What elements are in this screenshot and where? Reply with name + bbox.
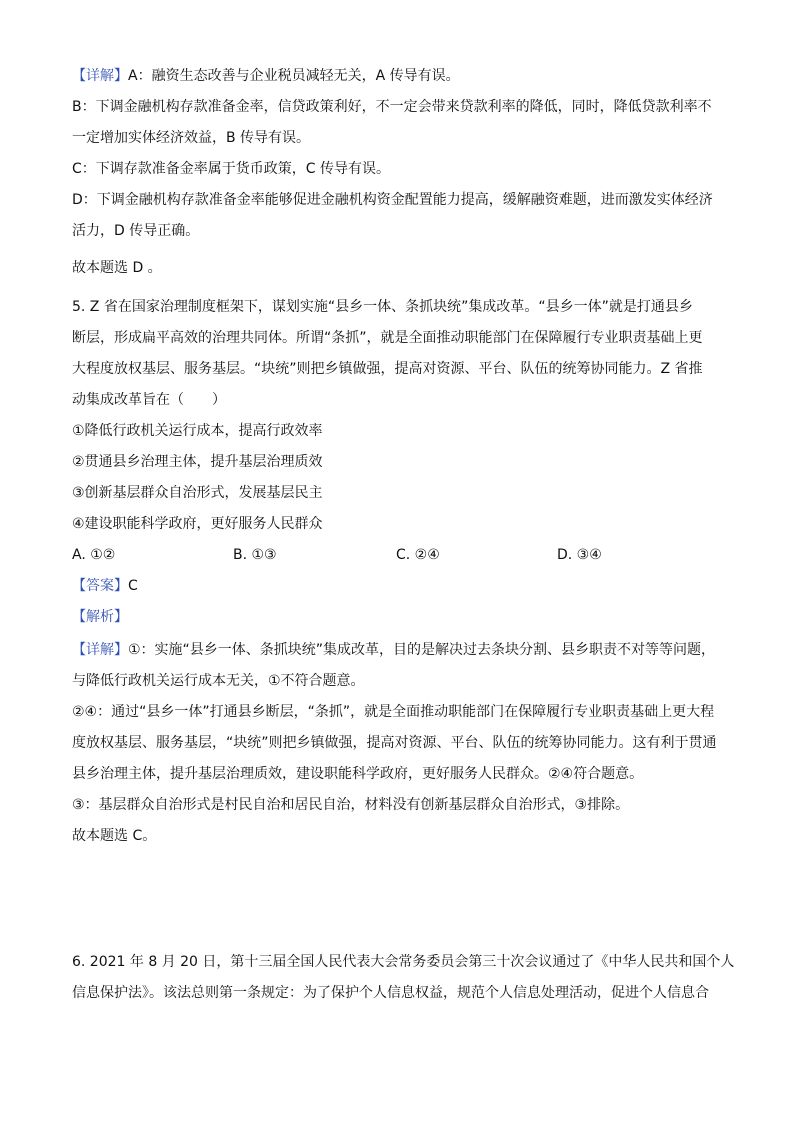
- q6-stem-line2: 信息保护法》。该法总则第一条规定：为了保护个人信息权益，规范个人信息处理活动，促进个人信息合: [72, 985, 709, 1001]
- answer-value: C: [128, 578, 138, 594]
- q5-conclusion: 故本题选 C。: [72, 828, 157, 844]
- q4-detail-line-d1: D：下调金融机构存款准备金率能够促进金融机构资金配置能力提高，缓解融资难题，进而激发实体经济: [72, 192, 713, 208]
- q5-item-2: ②贯通县乡治理主体，提升基层治理质效: [72, 454, 323, 470]
- q5-stem-line1: 5. Z 省在国家治理制度框架下，谋划实施“县乡一体、条抓块统”集成改革。“县乡一体”就是打通县乡: [72, 299, 693, 315]
- q4-detail-line-b2: 一定增加实体经济效益，B 传导有误。: [72, 130, 311, 146]
- detail-tag: 【详解】: [72, 642, 128, 658]
- q4-detail-line-a: [72, 66, 460, 86]
- option-c: C. ②④: [396, 547, 440, 563]
- q6-stem-line1: 6. 2021 年 8 月 20 日，第十三届全国人民代表大会常务委员会第三十次会议通过了《中华人民共和国个人: [72, 954, 735, 970]
- option-b: B. ①③: [233, 547, 277, 563]
- q5-stem-line3: 大程度放权基层、服务基层。“块统”则把乡镇做强，提高对资源、平台、队伍的统筹协同能力。Z 省推: [72, 361, 703, 377]
- q4-detail-line-d2: 活力，D 传导正确。: [72, 223, 200, 239]
- q5-detail-line1: [72, 640, 715, 660]
- q5-detail-line3: ②④：通过“县乡一体”打通县乡断层，“条抓”，就是全面推动职能部门在保障履行专业职责基础上更大程: [72, 704, 715, 720]
- q5-detail-line6: ③：基层群众自治形式是村民自治和居民自治，材料没有创新基层群众自治形式，③排除。: [72, 797, 630, 813]
- q4-detail-line-c: C：下调存款准备金率属于货币政策，C 传导有误。: [72, 161, 390, 177]
- q5-item-1: ①降低行政机关运行成本，提高行政效率: [72, 423, 323, 439]
- answer-tag: 【答案】: [72, 578, 128, 594]
- q5-stem-line4: 动集成改革旨在（ ）: [72, 392, 226, 408]
- detail-tag: 【详解】: [72, 68, 128, 84]
- q5-item-4: ④建设职能科学政府，更好服务人民群众: [72, 516, 323, 532]
- q4-detail-text-a: A：融资生态改善与企业税员减轻无关，A 传导有误。: [128, 68, 460, 84]
- q5-detail-line2: 与降低行政机关运行成本无关，①不符合题意。: [72, 673, 365, 689]
- option-a: A. ①②: [72, 547, 116, 563]
- analysis-tag: 【解析】: [72, 609, 128, 625]
- q4-detail-line-b1: B：下调金融机构存款准备金率，信贷政策利好，不一定会带来贷款利率的降低，同时，降低贷款利率不: [72, 99, 712, 115]
- q5-detail-line5: 县乡治理主体，提升基层治理质效，建设职能科学政府，更好服务人民群众。②④符合题意。: [72, 766, 644, 782]
- q5-detail-text1: ①：实施“县乡一体、条抓块统”集成改革，目的是解决过去条块分割、县乡职责不对等等问题，: [128, 642, 716, 658]
- q5-item-3: ③创新基层群众自治形式，发展基层民主: [72, 485, 323, 501]
- q4-conclusion: 故本题选 D 。: [72, 260, 162, 276]
- q5-stem-line2: 断层，形成扁平高效的治理共同体。所谓“条抓”，就是全面推动职能部门在保障履行专业职责基础上更: [72, 330, 703, 346]
- q5-answer-line: [72, 576, 138, 596]
- option-d: D. ③④: [557, 547, 602, 563]
- q5-detail-line4: 度放权基层、服务基层，“块统”则把乡镇做强，提高对资源、平台、队伍的统筹协同能力。这有利于贯通: [72, 735, 717, 751]
